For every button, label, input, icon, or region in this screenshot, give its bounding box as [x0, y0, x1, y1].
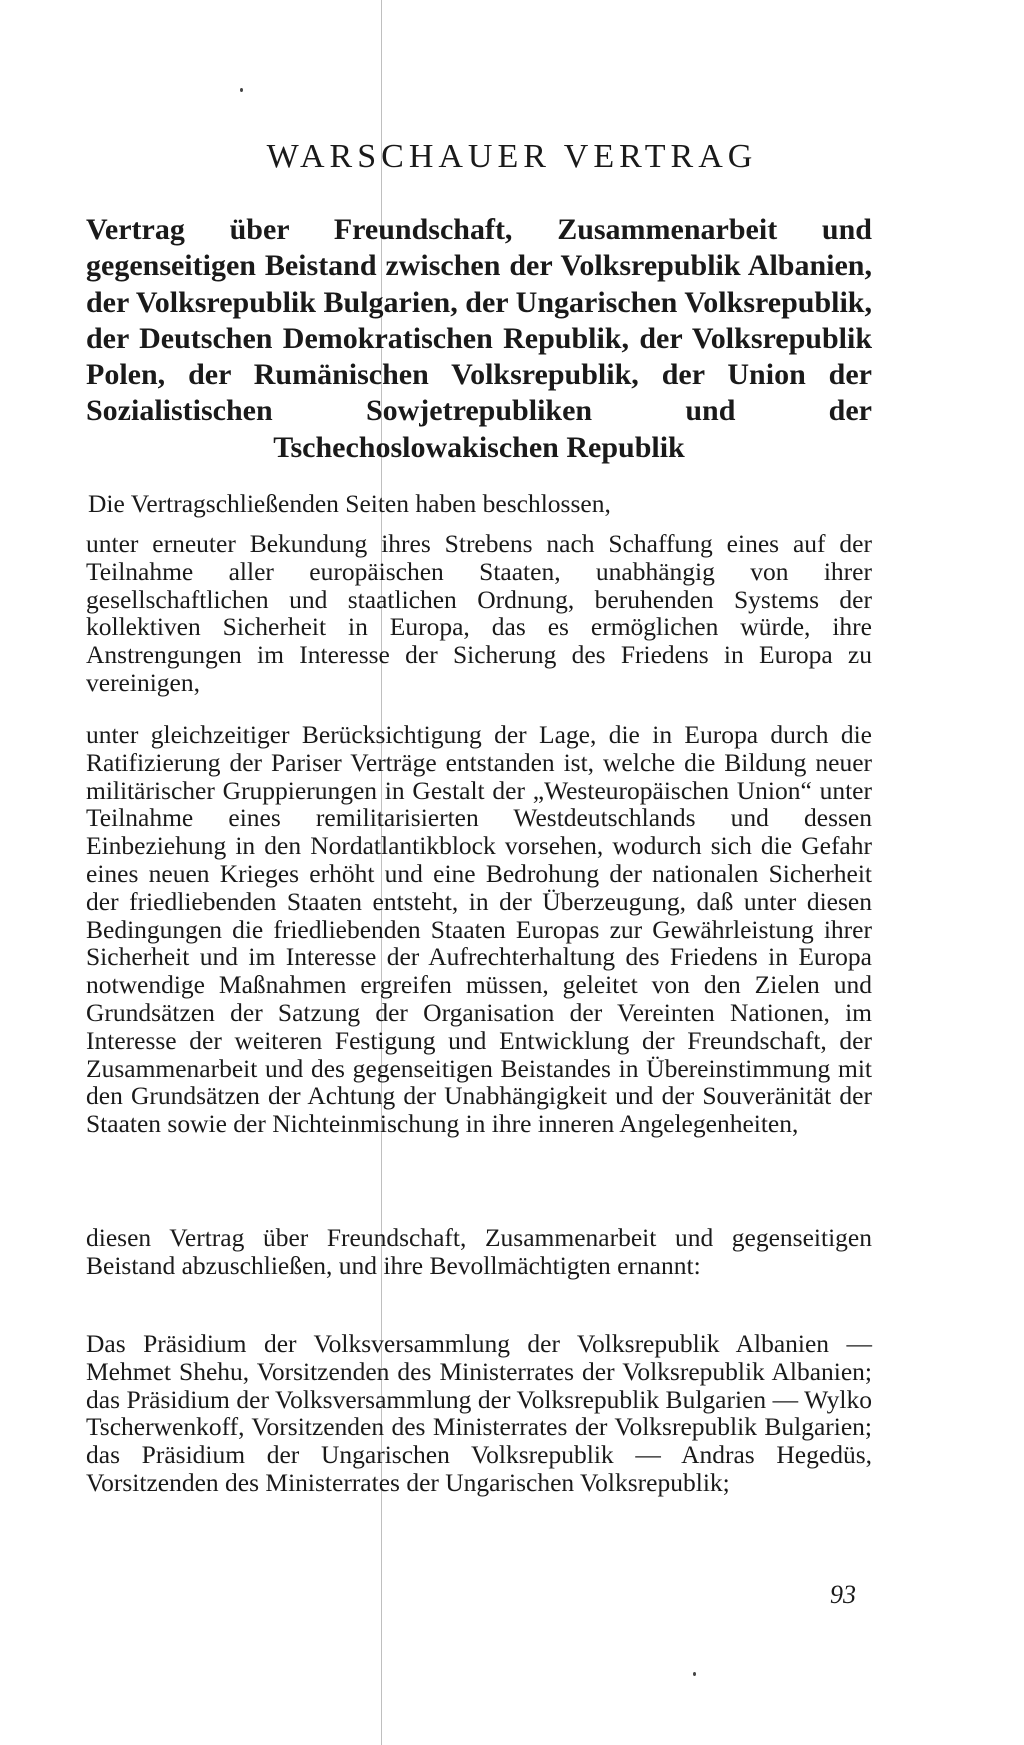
body-paragraph: unter gleichzeitiger Berücksichtigung der Lage, die in Europa durch die Ratifizierung der Pariser Verträge entstanden ist, welche die Bildung neuer militärischer Gruppierungen in Gestalt der „Westeuropäischen Union“ unter Teilnahme eines remilitarisierten Westdeutschlands und dessen Einbeziehung in den Nordatlantikblock vorsehen, wodurch sich die Gefahr eines neuen Krieges erhöht und eine Bedrohung der nationalen Sicherheit der friedliebenden Staaten entsteht, in der Überzeugung, daß unter diesen Bedingungen die friedliebenden Staaten Europas zur Gewährleistung ihrer Sicherheit und im Interesse der Aufrechterhaltung des Friedens in Europa notwendige Maßnahmen ergreifen müssen, geleitet von den Zielen und Grundsätzen der Satzung der Organisation der Vereinten Nationen, im Interesse der weiteren Festigung und Entwicklung der Freundschaft, der Zusammenarbeit und des gegenseitigen Beistandes in Übereinstimmung mit den Grundsätzen der Achtung der Unabhängigkeit und der Souveränität der Staaten sowie der Nichteinmischung in ihre inneren Angelegenheiten,: [86, 720, 872, 1139]
body-paragraph: diesen Vertrag über Freundschaft, Zusammenarbeit und gegenseitigen Beistand abzuschließen, und ihre Bevollmächtigten ernannt:: [86, 1223, 872, 1280]
document-title: WARSCHAUER VERTRAG: [266, 138, 758, 175]
intro-sentence: Die Vertragschließenden Seiten haben beschlossen,: [88, 489, 611, 518]
print-speck: [240, 88, 243, 92]
page-number: 93: [830, 1580, 856, 1609]
print-speck: [693, 1672, 696, 1676]
treaty-subtitle: Vertrag über Freundschaft, Zusammenarbeit und gegenseitigen Beistand zwischen der Volksrepublik Albanien, der Volksrepublik Bulgarien, der Ungarischen Volksrepublik, der Deutschen Demokratischen Republik, der Volksrepublik Polen, der Rumänischen Volksrepublik, der Union der Sozialistischen Sowjetrepubliken und der Tschechoslowakischen Republik: [86, 213, 872, 464]
body-paragraph: Das Präsidium der Volksversammlung der Volksrepublik Albanien — Mehmet Shehu, Vorsitzenden des Ministerrates der Volksrepublik Albanien; das Präsidium der Volksversammlung der Volksrepublik Bulgarien — Wylko Tscherwenkoff, Vorsitzenden des Ministerrates der Volksrepublik Bulgarien; das Präsidium der Ungarischen Volksrepublik — Andras Hegedüs, Vorsitzenden des Ministerrates der Ungarischen Volksrepublik;: [86, 1329, 872, 1497]
body-paragraph: unter erneuter Bekundung ihres Strebens nach Schaffung eines auf der Teilnahme aller europäischen Staaten, unabhängig von ihrer gesellschaftlichen und staatlichen Ordnung, beruhenden Systems der kollektiven Sicherheit in Europa, das es ermöglichen würde, ihre Anstrengungen im Interesse der Sicherung des Friedens in Europa zu vereinigen,: [86, 529, 872, 697]
